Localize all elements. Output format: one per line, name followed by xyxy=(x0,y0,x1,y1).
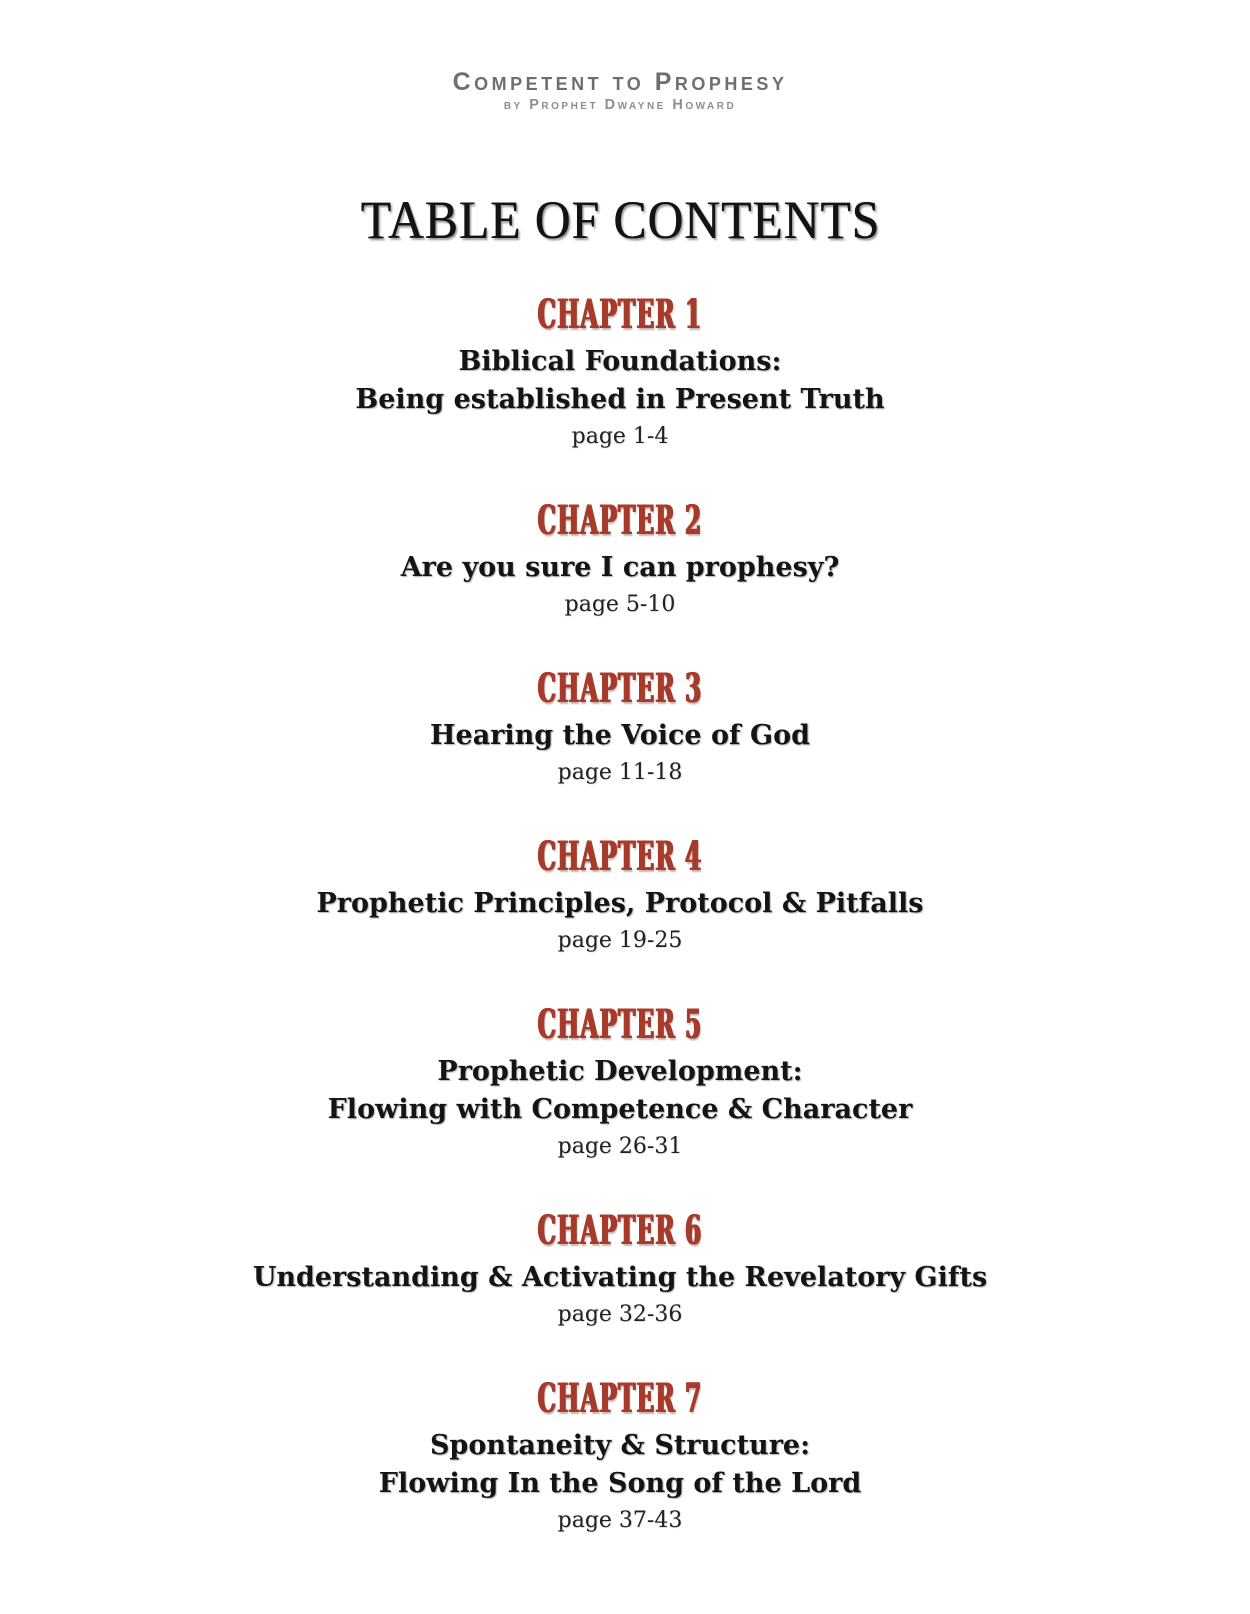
chapter-page-range: page 32-36 xyxy=(557,1302,683,1327)
chapter-heading-text: CHAPTER 3 xyxy=(537,665,703,712)
chapter-title-line: Spontaneity & Structure: xyxy=(429,1430,811,1461)
toc-entry-chapter-5 xyxy=(0,1001,1240,1165)
chapter-heading xyxy=(0,833,1240,885)
chapter-title-line: Being established in Present Truth xyxy=(355,384,885,415)
chapter-title-line: Understanding & Activating the Revelatory Gifts xyxy=(252,1262,988,1293)
toc-entry-chapter-3 xyxy=(0,665,1240,791)
chapter-page-range: page 19-25 xyxy=(557,928,683,953)
chapter-heading-text: CHAPTER 2 xyxy=(537,497,703,544)
chapter-heading xyxy=(0,497,1240,549)
chapter-page-range: page 26-31 xyxy=(557,1134,683,1159)
chapter-heading xyxy=(0,291,1240,343)
page-title-text: TABLE OF CONTENTS xyxy=(360,190,880,250)
chapter-title-line: Prophetic Development: xyxy=(437,1056,803,1087)
toc-entry-chapter-1 xyxy=(0,291,1240,455)
book-title: Competent to Prophesy xyxy=(452,68,788,96)
chapter-page-range: page 37-43 xyxy=(557,1508,683,1533)
book-byline: by Prophet Dwayne Howard xyxy=(503,97,737,113)
chapter-heading xyxy=(0,1207,1240,1259)
chapter-heading-text: CHAPTER 4 xyxy=(537,833,703,880)
chapter-title-line: Biblical Foundations: xyxy=(458,346,782,377)
page-title xyxy=(0,190,1240,257)
chapter-page-range: page 11-18 xyxy=(557,760,683,785)
toc-entry-chapter-4 xyxy=(0,833,1240,959)
chapter-heading-text: CHAPTER 1 xyxy=(537,291,703,338)
chapter-heading-text: CHAPTER 7 xyxy=(537,1375,703,1422)
chapter-page-range: page 1-4 xyxy=(571,424,669,449)
chapter-title-line: Flowing with Competence & Character xyxy=(327,1094,913,1125)
chapter-heading xyxy=(0,1375,1240,1427)
chapter-heading xyxy=(0,1001,1240,1053)
book-header xyxy=(0,68,1240,114)
chapter-title-line: Prophetic Principles, Protocol & Pitfalls xyxy=(316,888,924,919)
chapter-page-range: page 5-10 xyxy=(564,592,676,617)
chapter-title-line: Flowing In the Song of the Lord xyxy=(378,1468,862,1499)
toc-entry-chapter-2 xyxy=(0,497,1240,623)
chapter-title-line: Are you sure I can prophesy? xyxy=(400,552,840,583)
chapter-heading xyxy=(0,665,1240,717)
chapter-heading-text: CHAPTER 5 xyxy=(537,1001,703,1048)
toc-entry-chapter-6 xyxy=(0,1207,1240,1333)
chapter-heading-text: CHAPTER 6 xyxy=(537,1207,703,1254)
toc-entry-chapter-7 xyxy=(0,1375,1240,1539)
chapter-title-line: Hearing the Voice of God xyxy=(430,720,810,751)
